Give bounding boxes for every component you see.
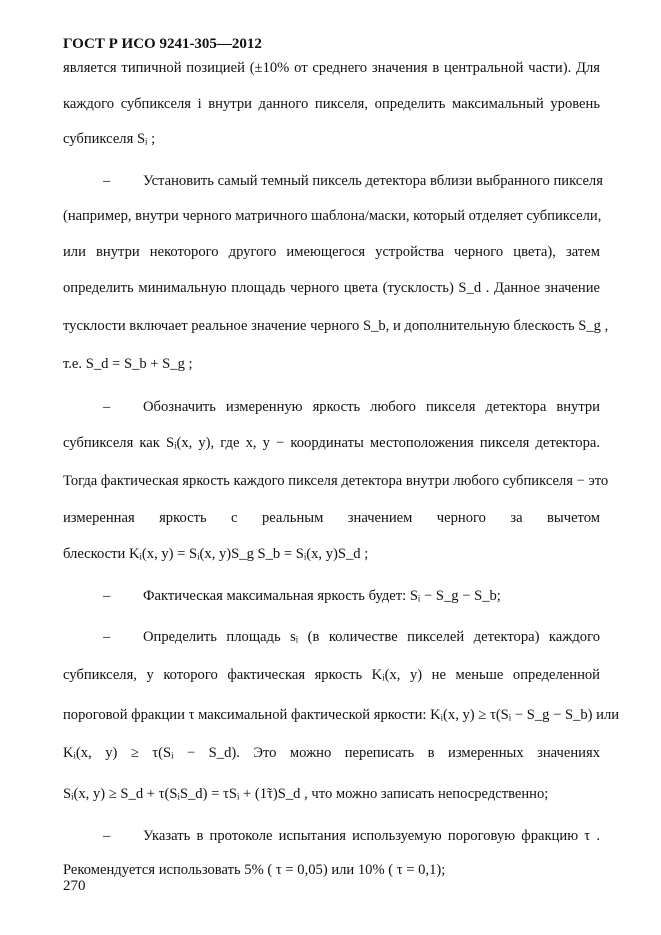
text-line: Фактическая максимальная яркость будет: Sᵢ − S_g − S_b;: [143, 588, 501, 604]
text-line: Kᵢ(x, y) ≥ τ(Sᵢ − S_d). Это можно переписать в измеренных значениях: [63, 745, 600, 761]
text-line: субпикселя как Sᵢ(x, y), где x, y − координаты местоположения пикселя детектора.: [63, 435, 600, 451]
text-line: Установить самый темный пиксель детектора вблизи выбранного пикселя: [143, 173, 603, 189]
text-line: блескости Kᵢ(x, y) = Sᵢ(x, y)S_g S_b = Sᵢ(x, y)S_d ;: [63, 546, 369, 562]
text-line: тусклости включает реальное значение черного S_b, и дополнительную блескость S_g ,: [63, 318, 609, 334]
text-line: субпикселя Sᵢ ;: [63, 131, 156, 147]
text-line: пороговой фракции τ максимальной фактической яркости: Kᵢ(x, y) ≥ τ(Sᵢ − S_g − S_b) или: [63, 707, 620, 723]
text-line: Sᵢ(x, y) ≥ S_d + τ(SᵢS_d) = τSᵢ + (1̃τ)S_d , что можно записать непосредственно;: [63, 786, 549, 802]
list-dash: –: [103, 828, 111, 844]
text-line: является типичной позицией (±10% от среднего значения в центральной части). Для: [63, 60, 600, 76]
text-line: каждого субпикселя i внутри данного пикселя, определить максимальный уровень: [63, 96, 600, 112]
list-dash: –: [103, 173, 111, 189]
text-line: Тогда фактическая яркость каждого пикселя детектора внутри любого субпикселя − это: [63, 473, 609, 489]
text-line: или внутри некоторого другого имеющегося устройства черного цвета), затем: [63, 244, 600, 260]
list-dash: –: [103, 588, 111, 604]
document-header: ГОСТ Р ИСО 9241-305—2012: [63, 36, 262, 52]
text-line: (например, внутри черного матричного шаблона/маски, который отделяет субпиксели,: [63, 208, 602, 224]
text-line: измеренная яркость с реальным значением черного за вычетом: [63, 510, 600, 526]
text-line: определить минимальную площадь черного цвета (тусклость) S_d . Данное значение: [63, 280, 600, 296]
text-line: Определить площадь sᵢ (в количестве пикселей детектора) каждого: [143, 629, 600, 645]
list-dash: –: [103, 629, 111, 645]
text-line: Рекомендуется использовать 5% ( τ = 0,05) или 10% ( τ = 0,1);: [63, 862, 446, 878]
text-line: Обозначить измеренную яркость любого пикселя детектора внутри: [143, 399, 600, 415]
page-number: 270: [63, 878, 86, 894]
text-line: субпикселя, у которого фактическая яркость Kᵢ(x, y) не меньше определенной: [63, 667, 600, 683]
text-line: т.е. S_d = S_b + S_g ;: [63, 356, 193, 372]
list-dash: –: [103, 399, 111, 415]
text-line: Указать в протоколе испытания используемую пороговую фракцию τ .: [143, 828, 600, 844]
